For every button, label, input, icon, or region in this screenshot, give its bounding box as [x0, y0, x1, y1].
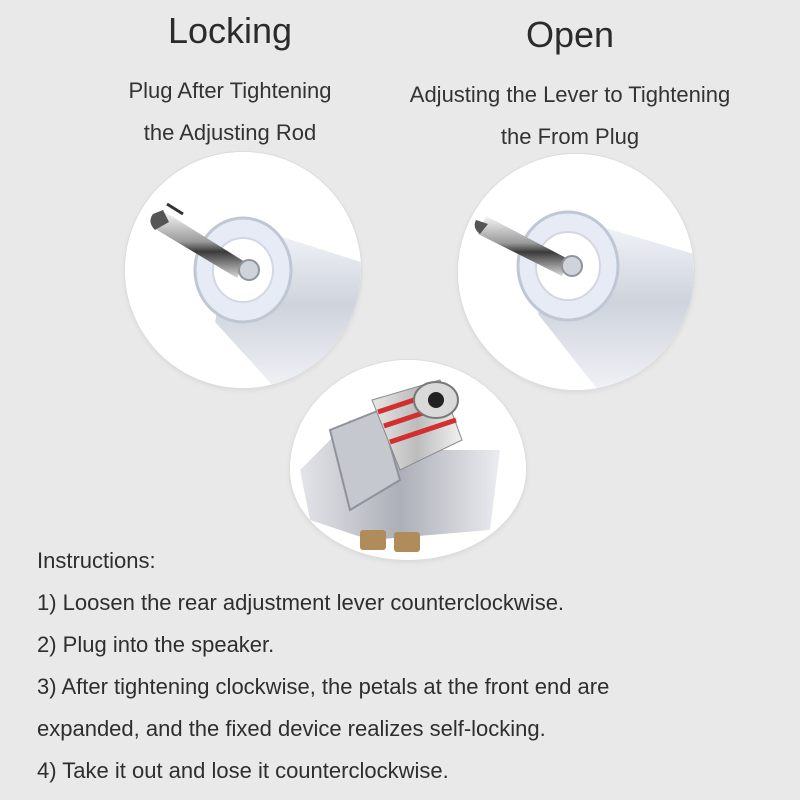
locking-title: Locking — [167, 10, 293, 51]
open-title: Open — [525, 14, 615, 55]
locking-caption-line1: Plug After Tightening — [128, 78, 332, 103]
open-caption-line2: the From Plug — [500, 124, 640, 149]
instruction-step-1: 1) Loosen the rear adjustment lever counterclockwise. — [37, 590, 565, 615]
adjustment-knob-image — [290, 360, 526, 560]
open-plug-image — [458, 154, 694, 390]
instruction-step-3-continued: expanded, and the fixed device realizes self-locking. — [37, 716, 546, 741]
locking-plug-image — [125, 152, 361, 388]
instruction-step-3: 3) After tightening clockwise, the petals at the front end are — [37, 674, 610, 699]
instruction-step-2: 2) Plug into the speaker. — [37, 632, 275, 657]
instructions-block — [37, 540, 777, 792]
open-caption-line1: Adjusting the Lever to Tightening — [409, 82, 731, 107]
instruction-step-4: 4) Take it out and lose it counterclockwise. — [37, 758, 449, 783]
instructions-heading: Instructions: — [37, 548, 156, 573]
locking-caption-line2: the Adjusting Rod — [143, 120, 317, 145]
